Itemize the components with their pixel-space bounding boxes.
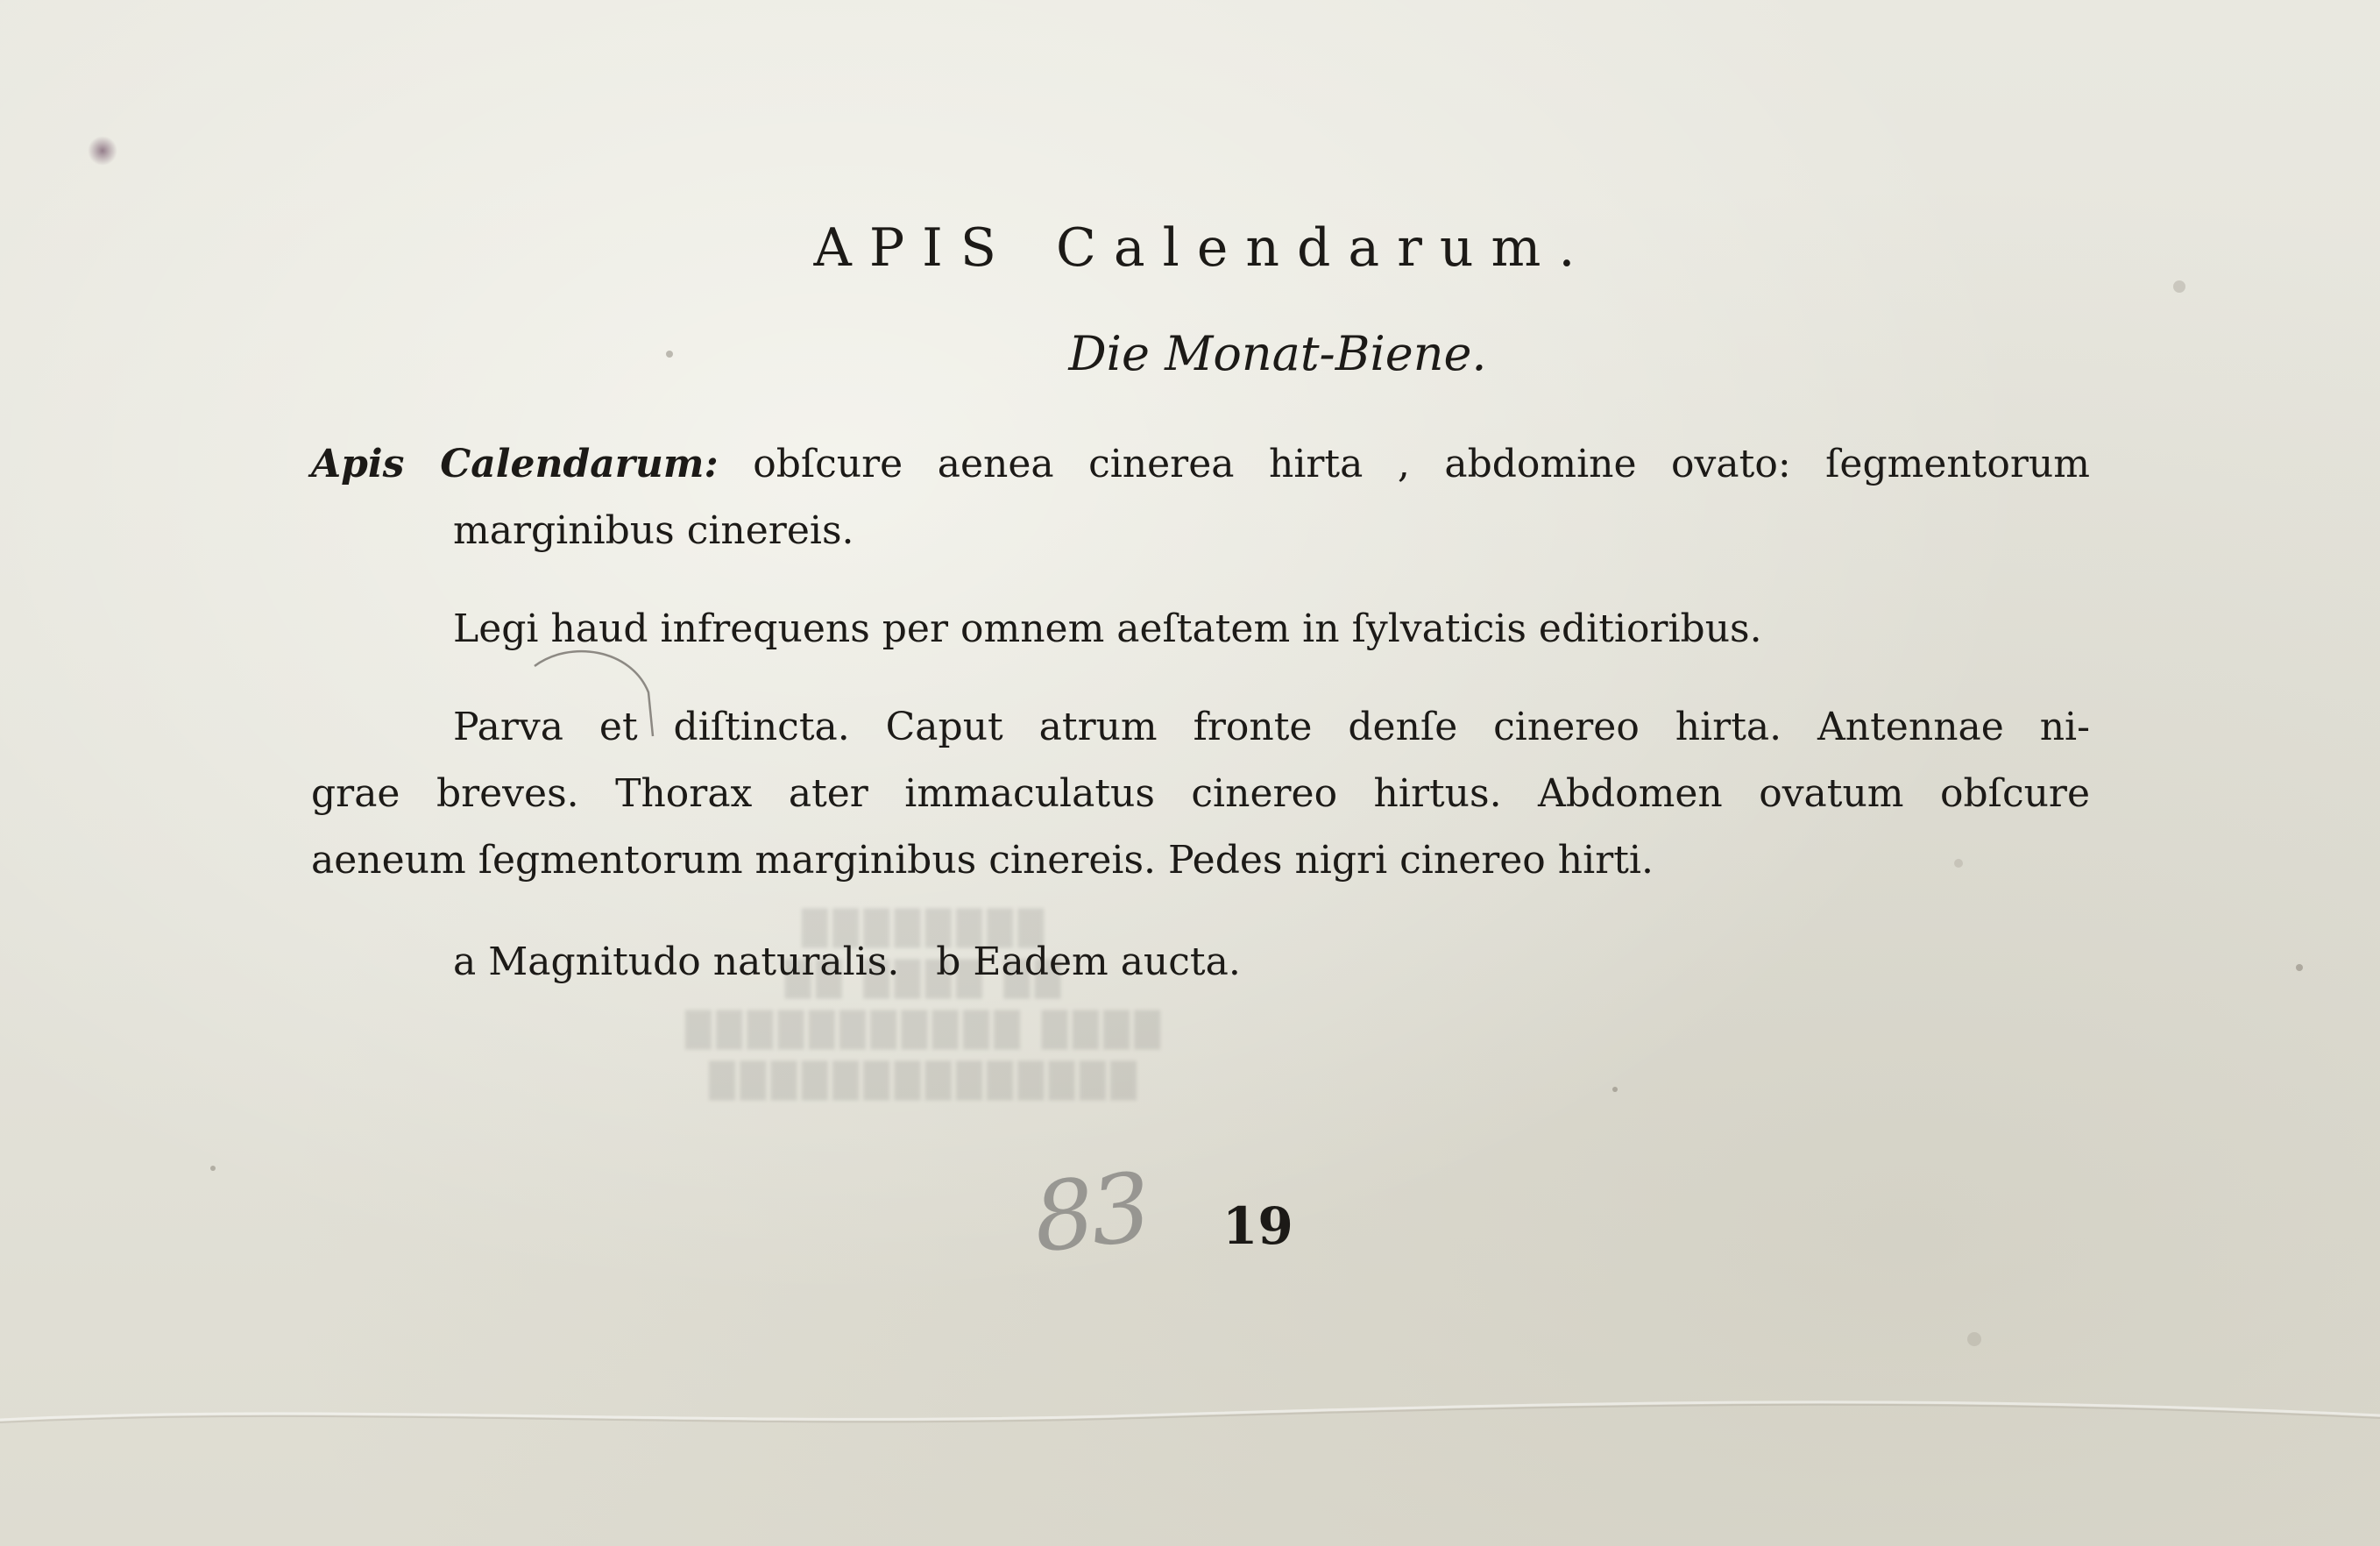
habitat-paragraph bbox=[311, 596, 2090, 663]
description-line-2: grae breves. Thorax ater immaculatus cinereo hirtus. Abdomen ovatum obſcure bbox=[311, 771, 2090, 816]
show-through-stamp: ████████ ██ ████ ██ ████ ███████████ ██████████████ bbox=[680, 909, 1160, 1100]
paper-fold-crease bbox=[0, 1367, 2380, 1472]
paper-speck bbox=[1612, 1087, 1618, 1092]
diagnosis-paragraph bbox=[311, 431, 2090, 564]
description-line-3: aeneum ſegmentorum marginibus cinereis. Pedes nigri cinereo hirti. bbox=[311, 838, 1654, 883]
paper-speck bbox=[2173, 280, 2185, 293]
diagnosis-line-1 bbox=[311, 431, 2090, 498]
description-paragraph bbox=[311, 694, 2090, 894]
habitat-text: Legi haud infrequens per omnem aeſtatem in ſylvaticis editioribus. bbox=[453, 606, 1762, 651]
page-subtitle: Die Monat-Biene. bbox=[1068, 326, 1487, 381]
figure-a-caption: a Magnitudo naturalis. bbox=[453, 940, 900, 984]
page-number: 19 bbox=[1222, 1196, 1293, 1256]
diagnosis-line-2: marginibus cinereis. bbox=[453, 508, 854, 553]
paper-speck bbox=[210, 1166, 216, 1171]
page-title bbox=[0, 217, 2380, 279]
paper-speck bbox=[2296, 964, 2303, 971]
title-species: Calendarum. bbox=[1056, 217, 1593, 279]
ink-stain bbox=[88, 136, 117, 166]
title-genus: APIS bbox=[813, 217, 1014, 279]
figure-b-caption: b Eadem aucta. bbox=[936, 940, 1241, 984]
species-name: Apis Calendarum: bbox=[311, 442, 719, 486]
paper-speck bbox=[1967, 1332, 1981, 1346]
handwritten-pencil-number: 83 bbox=[1028, 1152, 1153, 1274]
figure-legend bbox=[311, 929, 2090, 996]
description-line-1: Parva et diſtincta. Caput atrum fronte denſe cinereo hirta. Antennae ni- bbox=[453, 705, 2090, 749]
diagnosis-text: obſcure aenea cinerea hirta , abdomine ovato: ſegmentorum bbox=[753, 442, 2090, 486]
